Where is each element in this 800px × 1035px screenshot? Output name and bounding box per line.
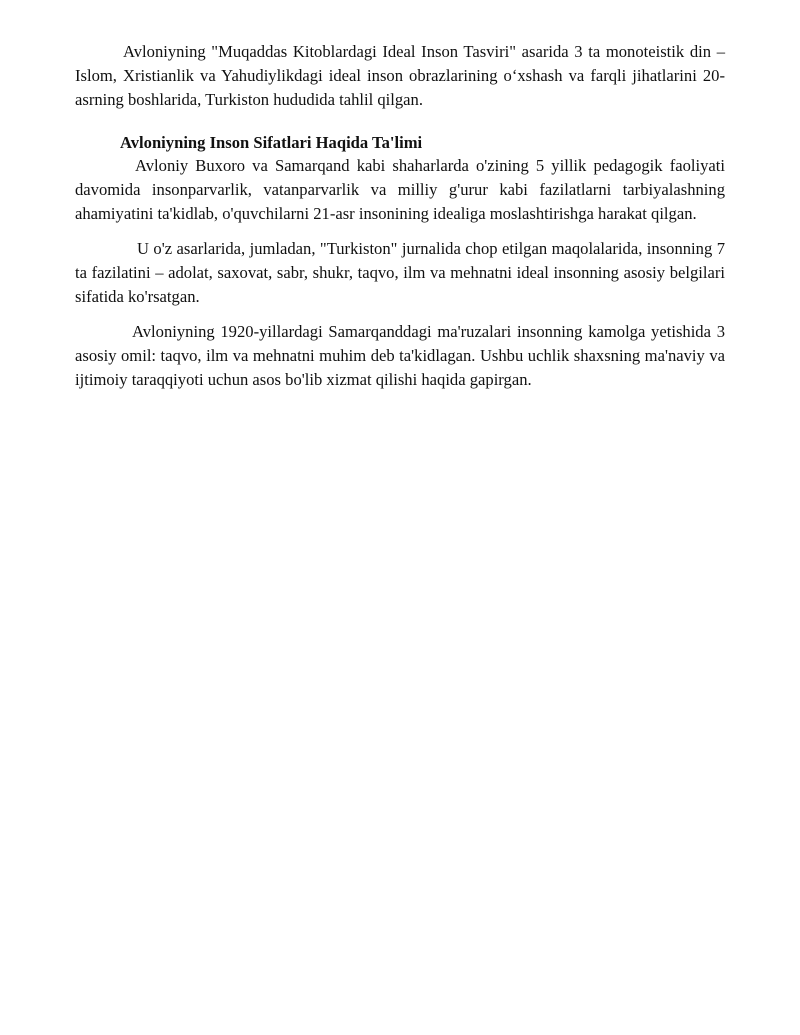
paragraph-lectures: Avloniyning 1920-yillardagi Samarqanddagi ma'ruzalari insonning kamolga yetishida 3 asosiy omil: taqvo, ilm va mehnatni muhim deb ta'kidlagan. Ushbu uchlik shaxsning ma'naviy va ijtimoiy taraqqiyoti uchun asos bo'lib xizmat qilishi haqida gapirgan. — [75, 322, 725, 389]
document-body — [75, 40, 725, 392]
section-heading: Avloniyning Inson Sifatlari Haqida Ta'limi — [120, 133, 423, 152]
spacer — [75, 309, 725, 320]
paragraph-virtues: U o'z asarlarida, jumladan, "Turkiston" jurnalida chop etilgan maqolalarida, insonning 7 ta fazilatini – adolat, saxovat, sabr, shukr, taqvo, ilm va mehnatni ideal insonning asosiy belgilari sifatida ko'rsatgan. — [75, 239, 725, 306]
paragraph-pedagogy: Avloniy Buxoro va Samarqand kabi shaharlarda o'zining 5 yillik pedagogik faoliyati davomida insonparvarlik, vatanparvarlik va milliy g'urur kabi fazilatlarni tarbiyalashning ahamiyatini ta'kidlab, o'quvchilarni 21-asr insonining idealiga moslashtirishga harakat qilgan. — [75, 156, 725, 223]
spacer — [75, 112, 725, 132]
paragraph-intro: Avloniyning "Muqaddas Kitoblardagi Ideal Inson Tasviri" asarida 3 ta monoteistik din – Islom, Xristianlik va Yahudiylikdagi ideal inson obrazlarining o‘xshash va farqli jihatlarini 20-asrning boshlarida, Turkiston hududida tahlil qilgan. — [75, 42, 725, 109]
spacer — [75, 226, 725, 237]
